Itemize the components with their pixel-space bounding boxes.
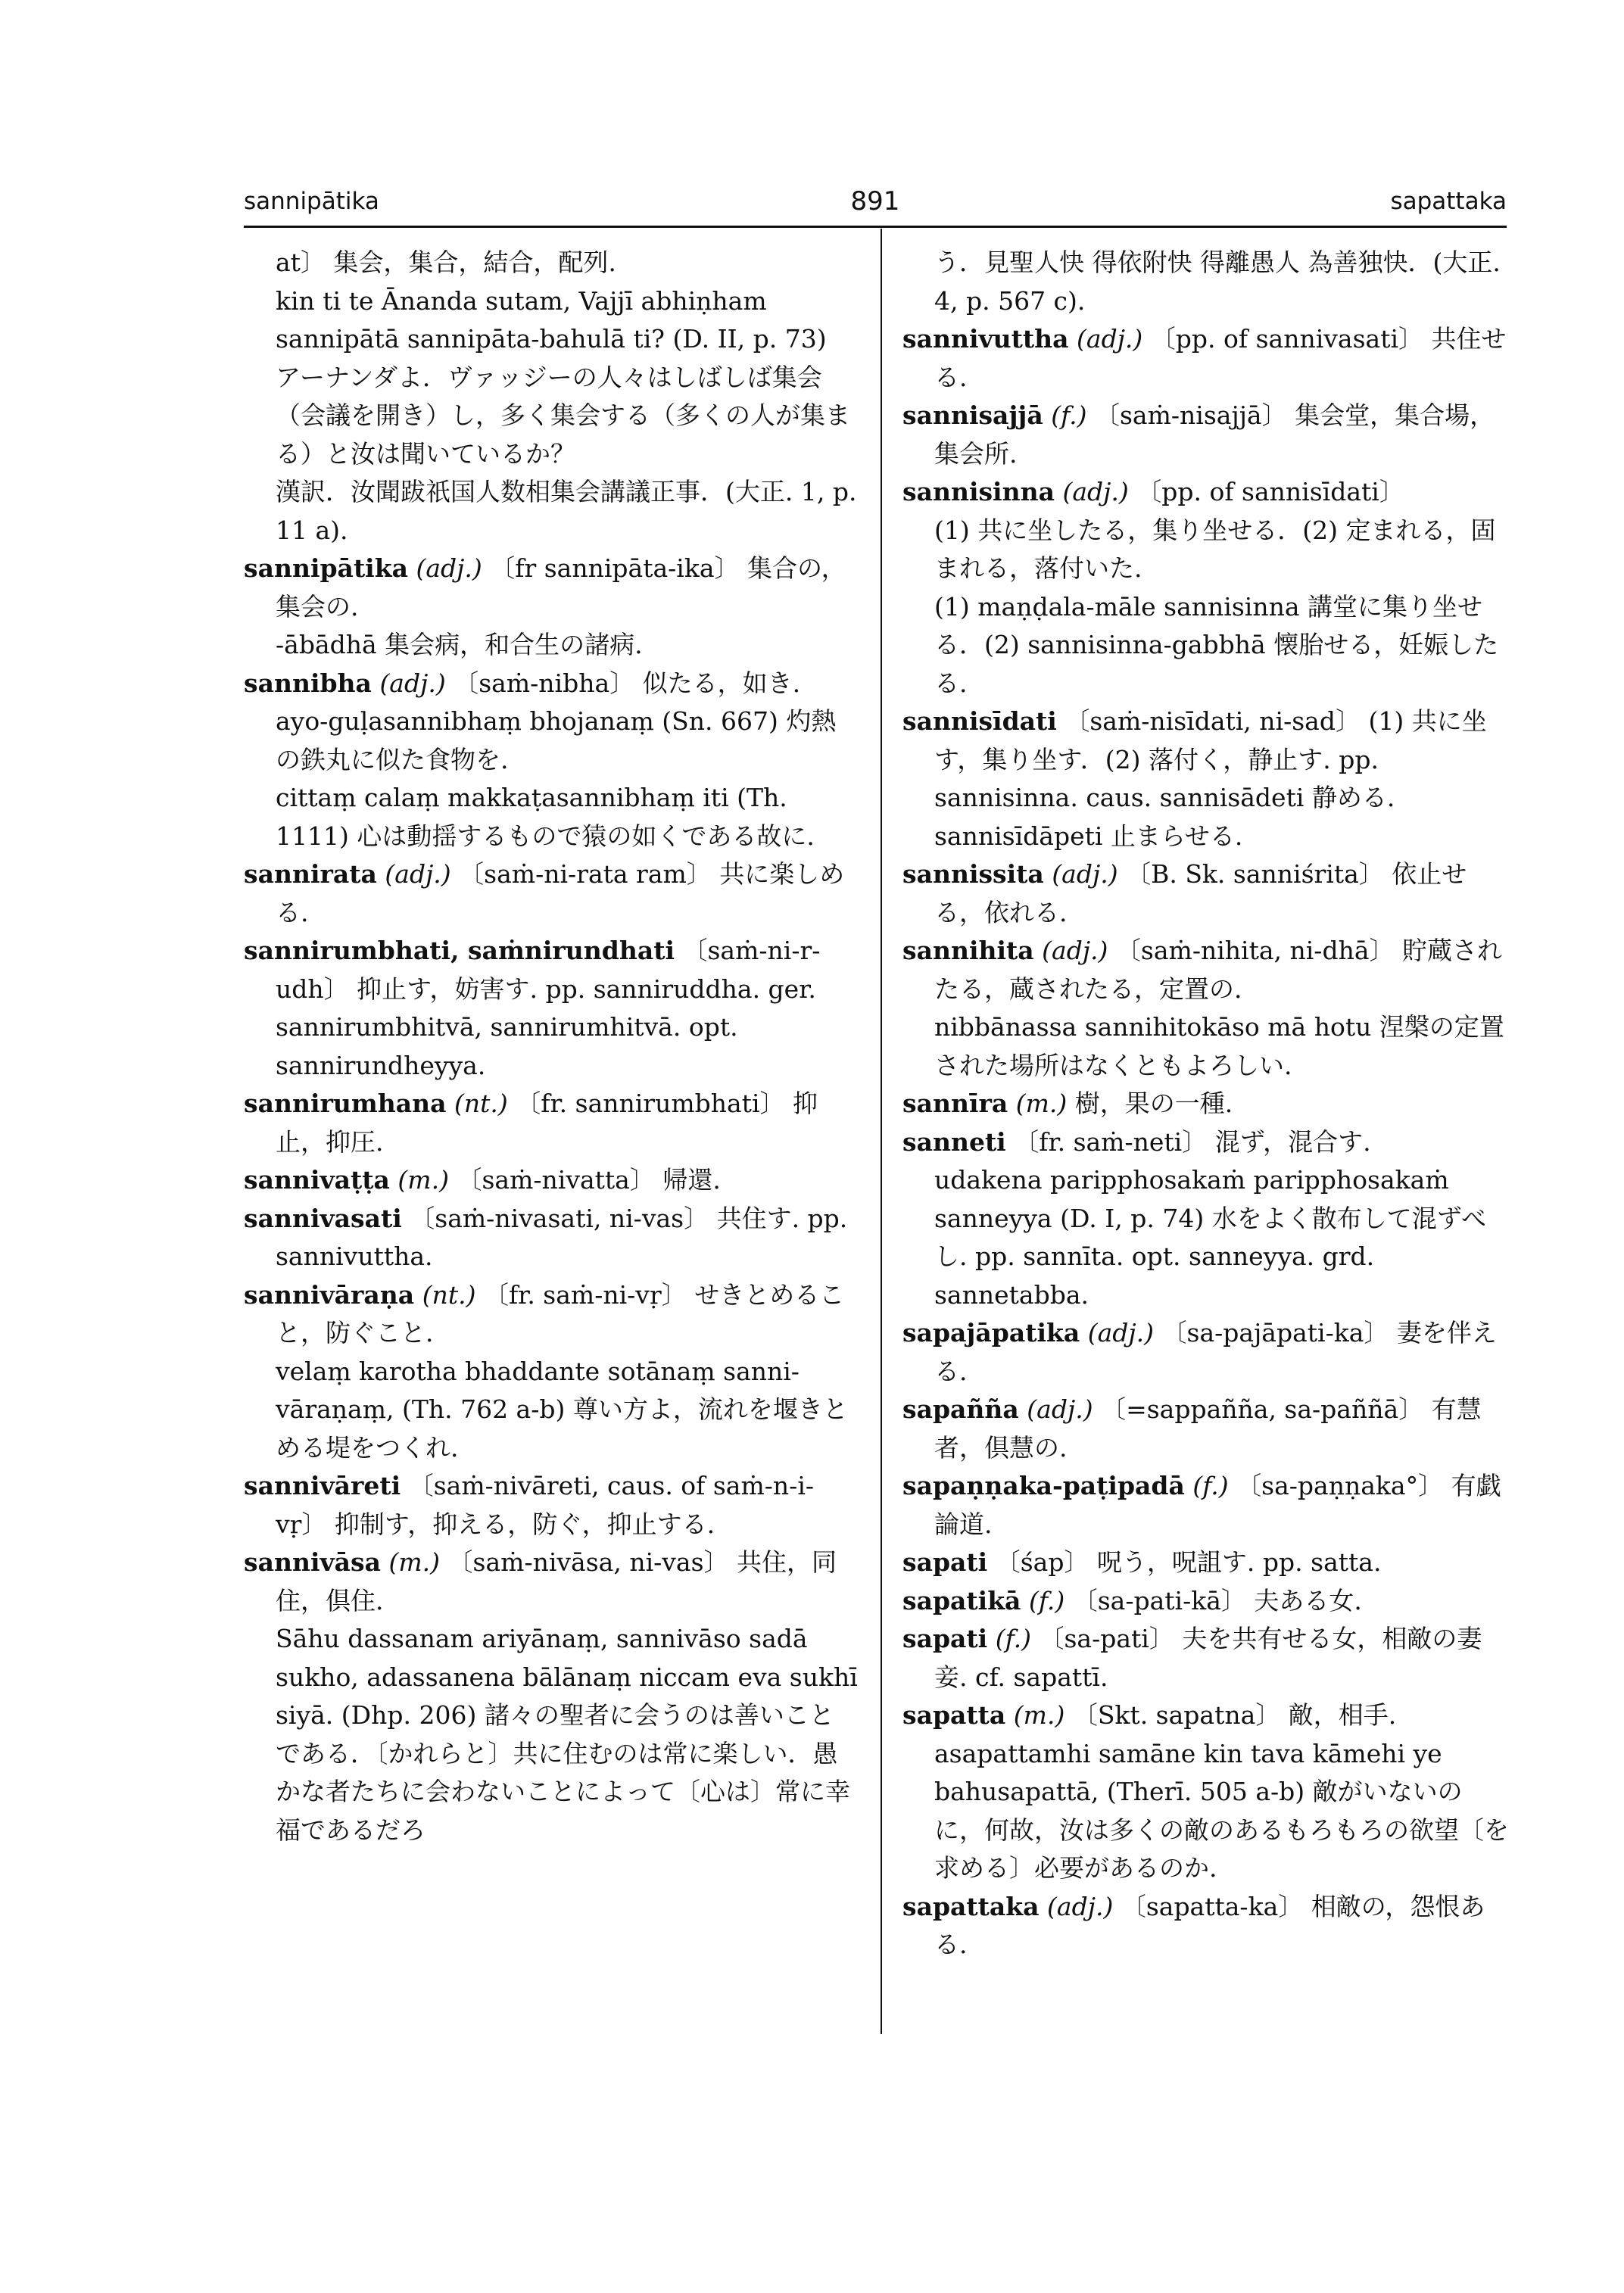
definition: 〔śap〕 呪う，呪詛す. pp. satta. bbox=[995, 1547, 1382, 1577]
entry-definition-line bbox=[902, 1085, 1510, 1123]
entry-definition-line bbox=[902, 1582, 1510, 1621]
grammar-label: (f.) bbox=[1192, 1471, 1229, 1500]
continued-text: at〕 集会，集合，結合，配列. bbox=[276, 248, 616, 277]
continued-text: 漢訳．汝聞跋祇国人数相集会講議正事．(大正. 1, p. 11 a). bbox=[276, 477, 857, 545]
example-text: (1) maṇḍala-māle sannisinna 講堂に集り坐せる．(2) sannisinna-gabbhā 懐胎せる，妊娠したる. bbox=[934, 591, 1499, 698]
dictionary-entry bbox=[244, 665, 859, 856]
grammar-label: (adj.) bbox=[379, 668, 446, 698]
headword: sannivāsa bbox=[244, 1547, 382, 1577]
headword: sapati bbox=[902, 1624, 988, 1653]
grammar-label: (m.) bbox=[397, 1165, 449, 1195]
entry-definition-line bbox=[244, 855, 859, 932]
example-text: asapattamhi samāne kin tava kāmehi ye bahusapattā, (Therī. 505 a-b) 敵がいないのに，何故，汝は多くの敵のあるもろもろの欲望〔を求める〕必要があるのか. bbox=[934, 1738, 1509, 1883]
entry-definition-line bbox=[902, 1314, 1510, 1391]
definition: 〔saṁ-nivatta〕 帰還. bbox=[457, 1165, 721, 1195]
headword: sannihita bbox=[902, 936, 1034, 965]
dictionary-entry bbox=[244, 550, 859, 665]
dictionary-entry bbox=[902, 320, 1510, 397]
dictionary-entry bbox=[244, 1276, 859, 1468]
grammar-label: (f.) bbox=[995, 1624, 1031, 1653]
dictionary-entry bbox=[902, 1620, 1510, 1696]
dictionary-entry bbox=[902, 1314, 1510, 1391]
definition: 〔sa-pati〕 夫を共有せる女，相敵の妻妾. cf. sapattī. bbox=[934, 1624, 1482, 1692]
right-guide-word: sapattaka bbox=[1390, 188, 1507, 215]
dictionary-entry bbox=[902, 1582, 1510, 1621]
definition: 〔fr sannipāta-ika〕 集合の，集会の. bbox=[276, 553, 846, 622]
headword: sannivāraṇa bbox=[244, 1279, 415, 1310]
grammar-label: (adj.) bbox=[1087, 1318, 1155, 1347]
left-guide-word: sannipātika bbox=[244, 188, 379, 215]
dictionary-entry bbox=[902, 397, 1510, 473]
page-header bbox=[244, 188, 1507, 226]
dictionary-entry bbox=[902, 244, 1510, 320]
entry-definition-line bbox=[902, 703, 1510, 855]
definition: 〔sa-pajāpati-ka〕 妻を伴える. bbox=[934, 1318, 1497, 1386]
dictionary-entry bbox=[902, 1085, 1510, 1123]
entry-definition-line bbox=[902, 932, 1510, 1008]
dictionary-entry bbox=[902, 473, 1510, 703]
grammar-label: (adj.) bbox=[1052, 859, 1118, 889]
example-text: (1) 共に坐したる，集り坐せる．(2) 定まれる，固まれる，落付いた. bbox=[934, 515, 1496, 583]
header-rule bbox=[244, 226, 1507, 228]
dictionary-entry bbox=[902, 1123, 1510, 1315]
dictionary-entry bbox=[244, 244, 859, 550]
definition: 樹，果の一種. bbox=[1074, 1089, 1233, 1118]
dictionary-entry bbox=[902, 932, 1510, 1085]
definition: 〔saṁ-nibha〕 似たる，如き. bbox=[454, 668, 801, 698]
example-text: ayo-guḷasannibhaṃ bhojanaṃ (Sn. 667) 灼熱の鉄丸に似た食物を. bbox=[276, 706, 837, 774]
headword: sannipātika bbox=[244, 553, 408, 583]
definition: 〔B. Sk. sanniśrita〕 依止せる，依れる. bbox=[934, 859, 1467, 927]
headword: sapatikā bbox=[902, 1585, 1021, 1615]
headword: sannīra bbox=[902, 1089, 1008, 1118]
example-text: udakena paripphosakaṁ paripphosakaṁ sanneyya (D. I, p. 74) 水をよく散布して混ずべし. pp. sannīta. opt. sanneyya. grd. sannetabba. bbox=[934, 1165, 1487, 1310]
entry-definition-line bbox=[902, 855, 1510, 932]
headword: sannisinna bbox=[902, 477, 1055, 506]
headword: sannivaṭṭa bbox=[244, 1165, 390, 1195]
example-text: cittaṃ calaṃ makkaṭasannibhaṃ iti (Th. 1111) 心は動揺するもので猿の如くである故に. bbox=[276, 783, 815, 851]
entry-definition-line bbox=[244, 1467, 859, 1544]
entry-definition-line bbox=[244, 550, 859, 626]
definition: 〔pp. of sannivasati〕 共住せる. bbox=[934, 324, 1507, 392]
dictionary-entry bbox=[902, 855, 1510, 932]
definition: 〔saṁ-nivasati, ni-vas〕 共住す. pp. sannivuttha. bbox=[276, 1203, 848, 1271]
definition: 〔saṁ-nihita, ni-dhā〕 貯蔵されたる，蔵されたる，定置の. bbox=[934, 936, 1503, 1004]
grammar-label: (adj.) bbox=[416, 553, 482, 583]
grammar-label: (f.) bbox=[1028, 1585, 1065, 1615]
headword: sannirumbhati, saṁnirundhati bbox=[244, 936, 675, 965]
dictionary-entry bbox=[902, 1888, 1510, 1964]
definition: 〔saṁ-nisajjā〕 集会堂，集合場，集会所. bbox=[934, 400, 1495, 469]
dictionary-entry bbox=[244, 1085, 859, 1161]
example-text: nibbānassa sannihitokāso mā hotu 涅槃の定置された場所はなくともよろしい. bbox=[934, 1012, 1504, 1080]
entry-definition-line bbox=[244, 932, 859, 1085]
definition: 〔saṁ-nivāsa, ni-vas〕 共住，同住，倶住. bbox=[276, 1547, 837, 1615]
entry-definition-line bbox=[902, 1696, 1510, 1735]
dictionary-entry bbox=[244, 932, 859, 1085]
definition: 〔=sappañña, sa-paññā〕 有慧者，倶慧の. bbox=[934, 1394, 1482, 1463]
entry-definition-line bbox=[902, 1888, 1510, 1964]
grammar-label: (f.) bbox=[1051, 400, 1087, 430]
grammar-label: (adj.) bbox=[1042, 936, 1108, 965]
headword: sapatta bbox=[902, 1700, 1006, 1730]
definition: 〔sa-paṇṇaka°〕 有戯論道. bbox=[934, 1471, 1501, 1539]
definition: 〔fr. saṁ-ni-vṛ〕 せきとめること，防ぐこと. bbox=[276, 1279, 845, 1347]
grammar-label: (adj.) bbox=[1027, 1394, 1093, 1424]
example-text: Sāhu dassanam ariyānaṃ, sannivāso sadā sukho, adassanena bālānaṃ niccam eva sukhī siyā. (Dhp. 206) 諸々の聖者に会うのは善いことである．〔かれらと〕共に住むのは常に楽しい．愚かな者たちに会わないことによって〔心は〕常に幸福であるだろ bbox=[276, 1624, 858, 1845]
entry-definition-line bbox=[244, 1200, 859, 1276]
headword: sanneti bbox=[902, 1126, 1006, 1157]
definition: 〔fr. sannirumbhati〕 抑止，抑圧. bbox=[276, 1089, 818, 1157]
entry-definition-line bbox=[244, 1544, 859, 1620]
entry-definition-line bbox=[902, 1391, 1510, 1467]
dictionary-entry bbox=[244, 855, 859, 932]
headword: sapati bbox=[902, 1547, 988, 1577]
definition: 〔saṁ-ni-r-udh〕 抑止す，妨害す. pp. sanniruddha. ger. sannirumbhitvā, sannirumhitvā. opt. sannirundheyya. bbox=[276, 936, 821, 1080]
headword: sannivāreti bbox=[244, 1471, 401, 1500]
grammar-label: (adj.) bbox=[1062, 477, 1129, 506]
dictionary-entry bbox=[244, 1200, 859, 1276]
dictionary-entry bbox=[902, 1696, 1510, 1888]
column-divider bbox=[881, 229, 882, 2034]
grammar-label: (m.) bbox=[1015, 1089, 1068, 1118]
example-text: velaṃ karotha bhaddante sotānaṃ sanni-vāraṇaṃ, (Th. 762 a-b) 尊い方よ，流れを堰きとめる堤をつくれ. bbox=[276, 1356, 848, 1463]
right-column bbox=[902, 244, 1510, 1964]
headword: sannisajjā bbox=[902, 400, 1043, 430]
headword: sannivasati bbox=[244, 1203, 402, 1233]
definition: 〔sa-pati-kā〕 夫ある女. bbox=[1072, 1585, 1362, 1615]
entry-definition-line bbox=[902, 320, 1510, 397]
definition: 〔pp. of sannisīdati〕 bbox=[1136, 477, 1404, 506]
grammar-label: (nt.) bbox=[422, 1279, 476, 1310]
dictionary-entry bbox=[244, 1467, 859, 1544]
headword: sannisīdati bbox=[902, 706, 1057, 736]
dictionary-entry bbox=[244, 1161, 859, 1200]
entry-definition-line bbox=[244, 1276, 859, 1353]
dictionary-entry bbox=[902, 703, 1510, 855]
definition: 〔Skt. sapatna〕 敵，相手. bbox=[1072, 1700, 1397, 1730]
headword: sannissita bbox=[902, 859, 1044, 889]
continued-text: kin ti te Ānanda sutam, Vajjī abhiṇham sannipātā sannipāta-bahulā ti? (D. II, p. 73) アーナンダよ．ヴァッジーの人々はしばしば集会（会議を開き）し，多く集会する（多くの人が集まる）と汝は聞いているか？ bbox=[276, 285, 850, 469]
entry-definition-line bbox=[902, 1544, 1510, 1582]
entry-definition-line bbox=[902, 1467, 1510, 1544]
grammar-label: (m.) bbox=[1013, 1700, 1065, 1730]
definition: 〔saṁ-nivāreti, caus. of saṁ-n-i-vṛ〕 抑制す，抑える，防ぐ，抑止する. bbox=[276, 1471, 815, 1539]
example-text: -ābādhā 集会病，和合生の諸病. bbox=[276, 630, 643, 659]
headword: sapattaka bbox=[902, 1891, 1040, 1921]
headword: sapajāpatika bbox=[902, 1318, 1080, 1347]
entry-definition-line bbox=[902, 473, 1510, 512]
entry-definition-line bbox=[902, 1620, 1510, 1696]
definition: 〔saṁ-nisīdati, ni-sad〕 (1) 共に坐す，集り坐す．(2) 落付く，静止す. pp. sannisinna. caus. sannisādeti 静める. sannisīdāpeti 止まらせる. bbox=[934, 706, 1487, 851]
dictionary-entry bbox=[902, 1391, 1510, 1467]
dictionary-entry bbox=[244, 1544, 859, 1849]
grammar-label: (adj.) bbox=[1047, 1891, 1114, 1921]
dictionary-entry bbox=[902, 1467, 1510, 1544]
headword: sannivuttha bbox=[902, 324, 1069, 354]
definition: 〔fr. saṁ-neti〕 混ず，混合す. bbox=[1014, 1126, 1371, 1157]
grammar-label: (adj.) bbox=[1077, 324, 1143, 354]
entry-definition-line bbox=[244, 1085, 859, 1161]
definition: 〔sapatta-ka〕 相敵の，怨恨ある. bbox=[934, 1891, 1485, 1959]
entry-definition-line bbox=[244, 1161, 859, 1200]
headword: sapaṇṇaka-paṭipadā bbox=[902, 1471, 1185, 1500]
grammar-label: (nt.) bbox=[454, 1089, 508, 1118]
entry-definition-line bbox=[244, 665, 859, 703]
entry-definition-line bbox=[902, 1123, 1510, 1162]
headword: sannirumhana bbox=[244, 1089, 447, 1118]
headword: sapañña bbox=[902, 1394, 1019, 1424]
left-column bbox=[244, 244, 859, 1849]
grammar-label: (adj.) bbox=[385, 859, 451, 889]
entry-definition-line bbox=[902, 397, 1510, 473]
dictionary-entry bbox=[902, 1544, 1510, 1582]
continued-text: う．見聖人快 得依附快 得離愚人 為善独快．(大正. 4, p. 567 c). bbox=[934, 248, 1501, 316]
headword: sannirata bbox=[244, 859, 377, 889]
page-number: 891 bbox=[850, 186, 900, 217]
definition: 〔saṁ-ni-rata ram〕 共に楽しめる. bbox=[276, 859, 845, 927]
headword: sannibha bbox=[244, 668, 372, 698]
grammar-label: (m.) bbox=[388, 1547, 441, 1577]
